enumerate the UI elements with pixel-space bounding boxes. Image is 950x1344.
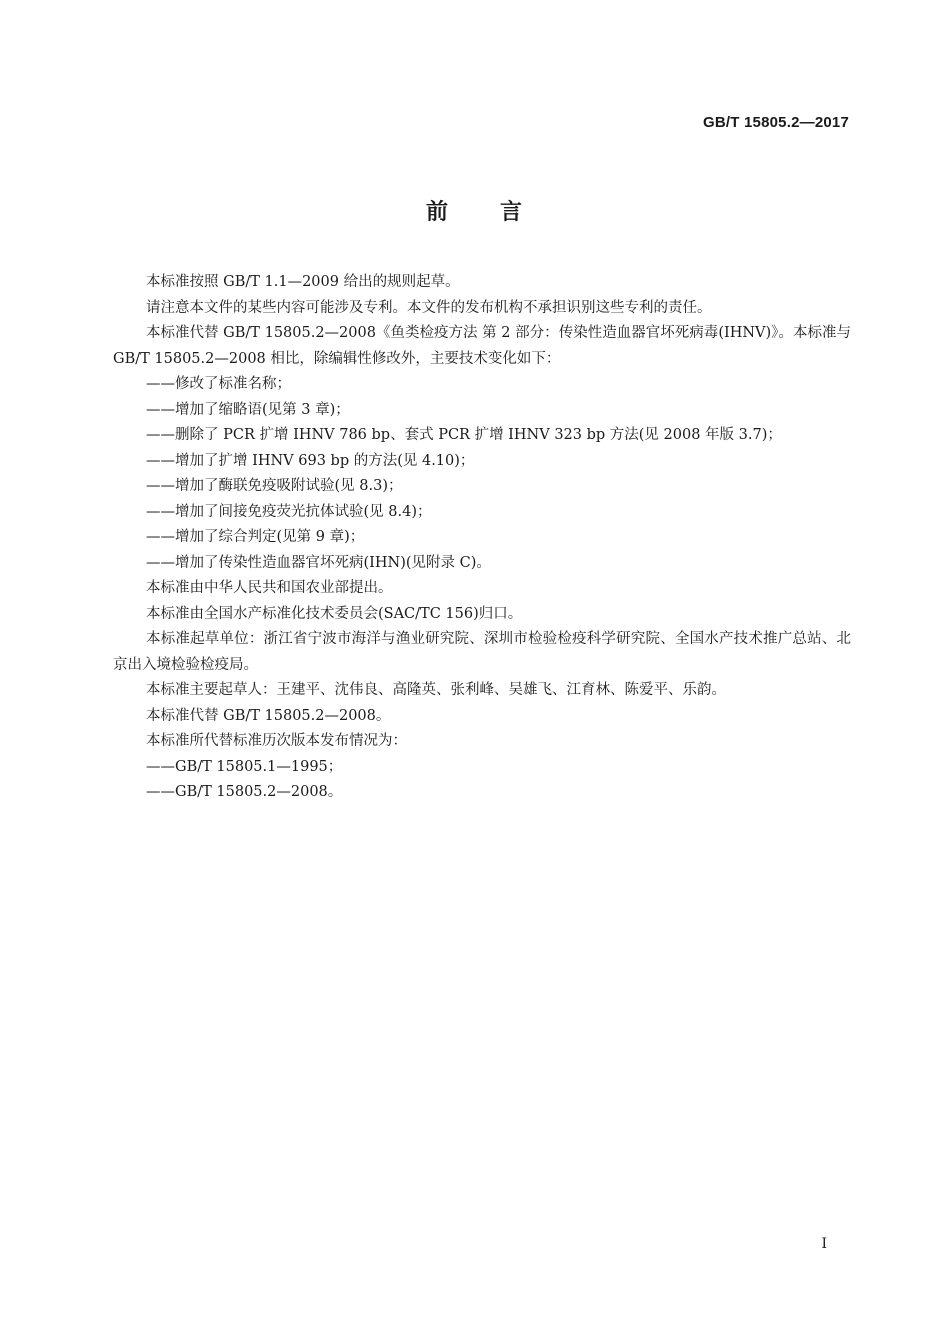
paragraph-drafting-units: 本标准起草单位：浙江省宁波市海洋与渔业研究院、深圳市检验检疫科学研究院、全国水产技术推广总站、北京出入境检验检疫局。 [113,631,851,673]
change-item: ——修改了标准名称； [146,376,291,392]
page-number: I [821,1236,827,1252]
change-item: ——删除了 PCR 扩增 IHNV 786 bp、套式 PCR 扩增 IHNV 323 bp 方法(见 2008 年版 3.7)； [146,427,782,443]
change-item: ——增加了间接免疫荧光抗体试验(见 8.4)； [146,503,432,520]
change-item: ——增加了缩略语(见第 3 章)； [146,401,350,418]
paragraph-replaces: 本标准代替 GB/T 15805.2—2008。 [146,707,391,724]
paragraph-patent-notice: 请注意本文件的某些内容可能涉及专利。本文件的发布机构不承担识别这些专利的责任。 [146,299,712,316]
history-item: ——GB/T 15805.2—2008。 [146,784,343,800]
title-char-right: 言 [500,199,525,225]
history-item: ——GB/T 15805.1—1995； [146,758,343,775]
paragraph-drafting-rules: 本标准按照 GB/T 1.1—2009 给出的规则起草。 [146,274,460,290]
change-item: ——增加了传染性造血器官坏死病(IHN)(见附录 C)。 [146,554,491,571]
paragraph-drafters: 本标准主要起草人：王建平、沈伟良、高隆英、张利峰、吴雄飞、江育林、陈爱平、乐韵。 [146,682,726,698]
title-char-left: 前 [425,199,450,225]
change-item: ——增加了酶联免疫吸附试验(见 8.3)； [146,478,403,494]
paragraph-centralized: 本标准由全国水产标准化技术委员会(SAC/TC 156)归口。 [146,605,523,622]
paragraph-history: 本标准所代替标准历次版本发布情况为： [146,733,407,749]
paragraph-replacement: 本标准代替 GB/T 15805.2—2008《鱼类检疫方法 第 2 部分：传染性造血器官坏死病毒(IHNV)》。本标准与 GB/T 15805.2—2008 相比，除编辑性修改外，主要技术变化如下： [113,325,851,367]
page-title [0,195,950,226]
paragraph-proposer: 本标准由中华人民共和国农业部提出。 [146,580,393,596]
change-item: ——增加了综合判定(见第 9 章)； [146,529,365,545]
foreword-body [113,270,851,806]
standard-code: GB/T 15805.2—2017 [703,114,849,131]
change-item: ——增加了扩增 IHNV 693 bp 的方法(见 4.10)； [146,452,475,469]
